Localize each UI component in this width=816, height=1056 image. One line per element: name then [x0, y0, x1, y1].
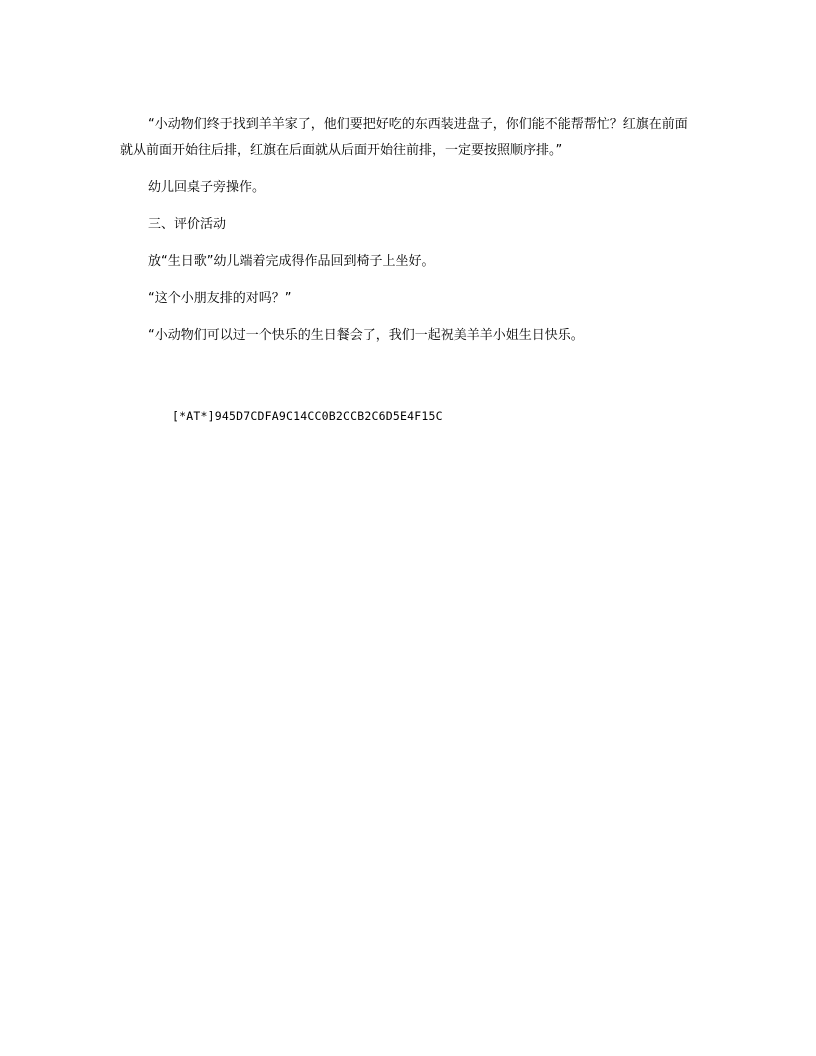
paragraph-children-operate: 幼儿回桌子旁操作。: [148, 180, 266, 195]
section-heading-evaluation: 三、评价活动: [148, 217, 227, 232]
document-body: [120, 112, 696, 360]
paragraph-birthday-song: 放“生日歌”幼儿端着完成得作品回到椅子上坐好。: [148, 254, 435, 269]
document-code-line: [*AT*]945D7CDFA9C14CC0B2CCB2C6D5E4F15C: [172, 409, 443, 423]
paragraph-birthday-wish: “小动物们可以过一个快乐的生日餐会了，我们一起祝美羊羊小姐生日快乐。: [148, 328, 584, 343]
paragraph-instruction: “小动物们终于找到羊羊家了，他们要把好吃的东西装进盘子，你们能不能帮帮忙？红旗在前面就从前面开始往后排，红旗在后面就从后面开始往前排，一定要按照顺序排。”: [120, 117, 688, 158]
paragraph-question: “这个小朋友排的对吗？”: [148, 291, 292, 306]
